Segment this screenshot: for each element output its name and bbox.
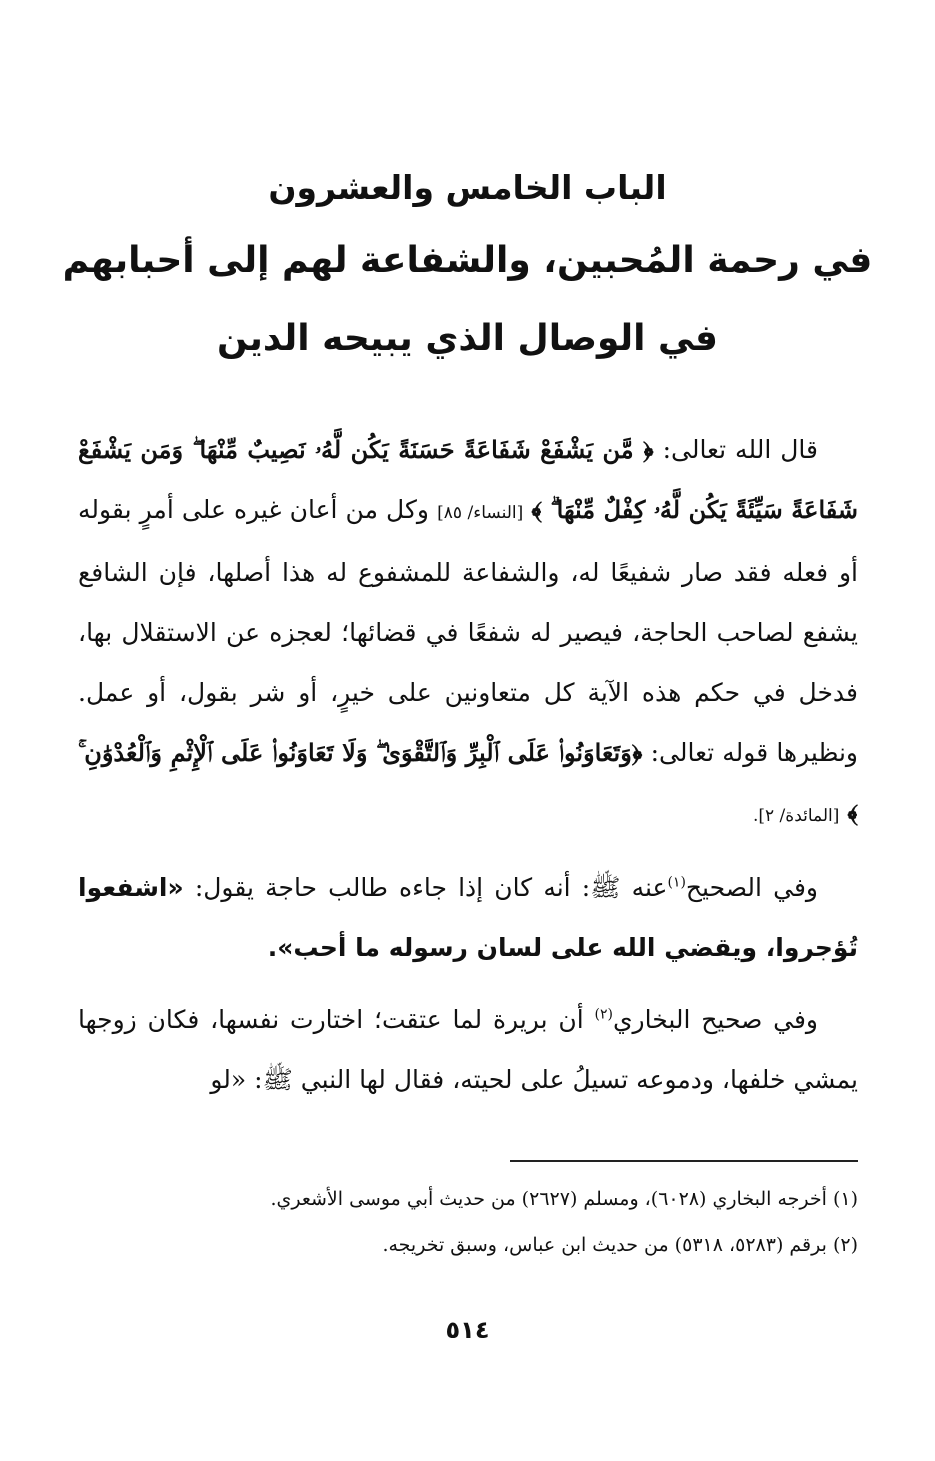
- quran-verse-nisa: ﴿ مَّن يَشْفَعْ شَفَاعَةً حَسَنَةً يَكُن لَّهُۥ نَصِيبٌ مِّنْهَا ۖ وَمَن يَشْفَعْ شَفَاعَةً سَيِّئَةً يَكُن لَّهُۥ كِفْلٌ مِّنْهَا ۗ ﴾: [78, 435, 859, 524]
- paragraph-intercession: [78, 420, 858, 846]
- footnote-1-mark: (١): [832, 1188, 858, 1210]
- paragraph-intro: قال الله تعالى:: [653, 435, 819, 464]
- quran-verse-maidah: ﴿وَتَعَاوَنُوا۟ عَلَى ٱلْبِرِّ وَٱلتَّقْوَىٰ ۖ وَلَا تَعَاوَنُوا۟ عَلَى ٱلْإِثْمِ وَٱلْعُدْوَٰنِ ۚ ﴾: [78, 738, 858, 827]
- hadith-quote: «اشفعوا تُؤجروا، ويقضي الله على لسان رسوله ما أحب».: [78, 873, 858, 962]
- chapter-subtitle-line-1: في رحمة المُحبين، والشفاعة لهم إلى أحبابهم: [62, 240, 873, 281]
- verse-reference-nisa: [النساء/ ٨٥]: [437, 503, 524, 523]
- paragraph-body: وكل من أعان غيره على أمرٍ بقوله أو فعله فقد صار شفيعًا له، والشفاعة للمشفوع له هذا أصلها، فإن الشافع يشفع لصاحب الحاجة، فيصير له شفعًا في قضائها؛ لعجزه عن الاستقلال بها، فدخل في حكم هذه الآية كل متعاونين على خيرٍ، أو شر بقول، أو عمل. ونظيرها قوله تعالى:: [78, 495, 858, 767]
- footnote-2-mark: (٢): [832, 1234, 858, 1256]
- footnotes: [78, 1176, 858, 1268]
- paragraph-text-cont: أن بريرة لما عتقت؛ اختارت نفسها، فكان زوجها يمشي خلفها، ودموعه تسيلُ على لحيته، فقال لها النبي ﷺ: «لو: [78, 1005, 858, 1094]
- paragraph-text: وفي الصحيح: [685, 873, 819, 902]
- paragraph-bukhari: [78, 990, 858, 1110]
- chapter-subtitle-line-2: في الوصال الذي يبيحه الدين: [217, 318, 718, 359]
- footnote-divider: [510, 1160, 858, 1162]
- paragraph-text: وفي صحيح البخاري: [612, 1005, 818, 1034]
- footnote-1: [78, 1176, 858, 1222]
- footnote-marker-2[interactable]: (٢): [594, 1006, 613, 1023]
- footnote-marker-1[interactable]: (١): [667, 874, 686, 891]
- footnote-1-text: أخرجه البخاري (٦٠٢٨)، ومسلم (٢٦٢٧) من حديث أبي موسى الأشعري.: [270, 1188, 827, 1210]
- page-number: ٥١٤: [445, 1316, 490, 1344]
- chapter-title: الباب الخامس والعشرون: [268, 168, 667, 207]
- paragraph-sahih: [78, 858, 858, 978]
- footnote-2: [78, 1222, 858, 1268]
- footnote-2-text: برقم (٥٢٨٣، ٥٣١٨) من حديث ابن عباس، وسبق تخريجه.: [382, 1234, 827, 1256]
- paragraph-text-cont: عنه ﷺ: أنه كان إذا جاءه طالب حاجة يقول:: [183, 873, 668, 902]
- verse-reference-maidah: [المائدة/ ٢].: [752, 806, 840, 826]
